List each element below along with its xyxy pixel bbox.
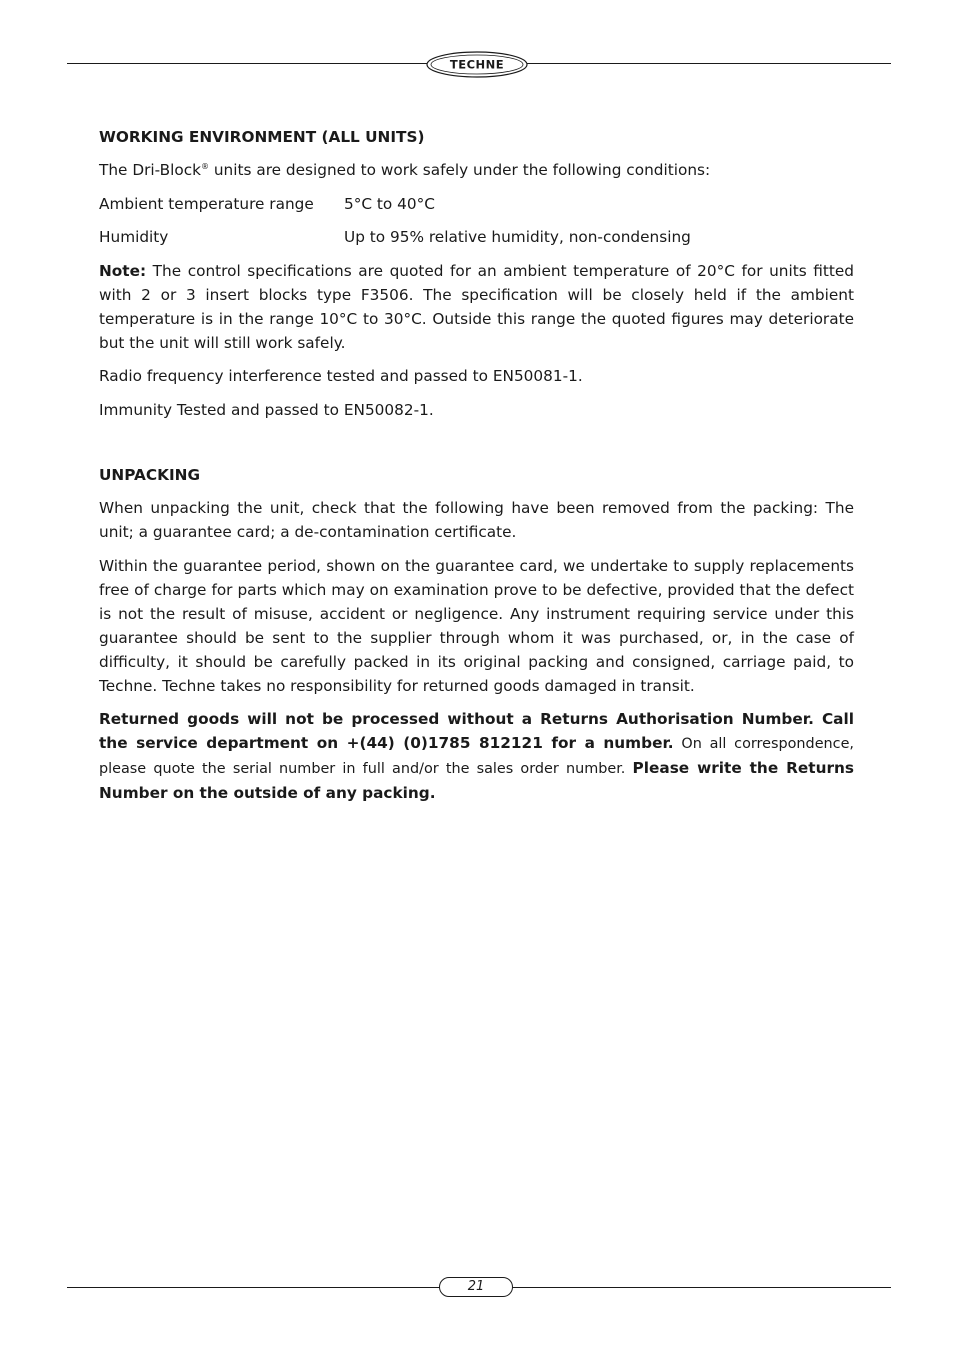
note-paragraph: Note: The control specifications are quoted for an ambient temperature of 20°C for units fitted with 2 or 3 insert blocks type F3506. The specification will be closely held if the ambient temperature is in the range 10°C to 30°C. Outside this range the quoted figures may deteriorate but the unit will still work safely.: [99, 261, 854, 352]
logo-text: TECHNE: [449, 57, 505, 72]
page-content: [99, 126, 854, 815]
unpacking-heading: UNPACKING: [99, 466, 200, 484]
working-environment-heading: WORKING ENVIRONMENT (ALL UNITS): [99, 128, 425, 146]
page-number: 21: [439, 1277, 513, 1297]
spec-label: Humidity: [99, 228, 169, 246]
intro-paragraph: The Dri-Block® units are designed to work safely under the following conditions:: [99, 161, 711, 179]
unpacking-paragraph-1: When unpacking the unit, check that the following have been removed from the packing: The unit; a guarantee card; a de-contamination certificate.: [99, 499, 854, 541]
techne-logo: [426, 51, 528, 78]
spec-label: Ambient temperature range: [99, 194, 314, 213]
immunity-paragraph: Immunity Tested and passed to EN50082-1.: [99, 400, 434, 419]
spec-value: 5°C to 40°C: [344, 194, 435, 213]
returns-paragraph: Returned goods will not be processed without a Returns Authorisation Number. Call the service department on +(44) (0)1785 812121 for a number. On all correspondence, please quote the serial number in full and/or the sales order number. Please write the Returns Number on the outside of any packing.: [99, 710, 855, 802]
spec-row-ambient: [99, 192, 854, 216]
spec-value: Up to 95% relative humidity, non-condensing: [344, 228, 691, 246]
guarantee-paragraph: Within the guarantee period, shown on the guarantee card, we undertake to supply replacements free of charge for parts which may on examination prove to be defective, provided that the defect is not the result of misuse, accident or negligence. Any instrument requiring service under this guarantee should be sent to the supplier through whom it was purchased, or, in the case of difficulty, it should be carefully packed in its original packing and consigned, carriage paid, to Techne. Techne takes no responsibility for returned goods damaged in transit.: [99, 556, 854, 695]
spec-row-humidity: [99, 225, 854, 249]
note-label: Note:: [99, 261, 147, 280]
rfi-paragraph: Radio frequency interference tested and passed to EN50081-1.: [99, 367, 583, 385]
